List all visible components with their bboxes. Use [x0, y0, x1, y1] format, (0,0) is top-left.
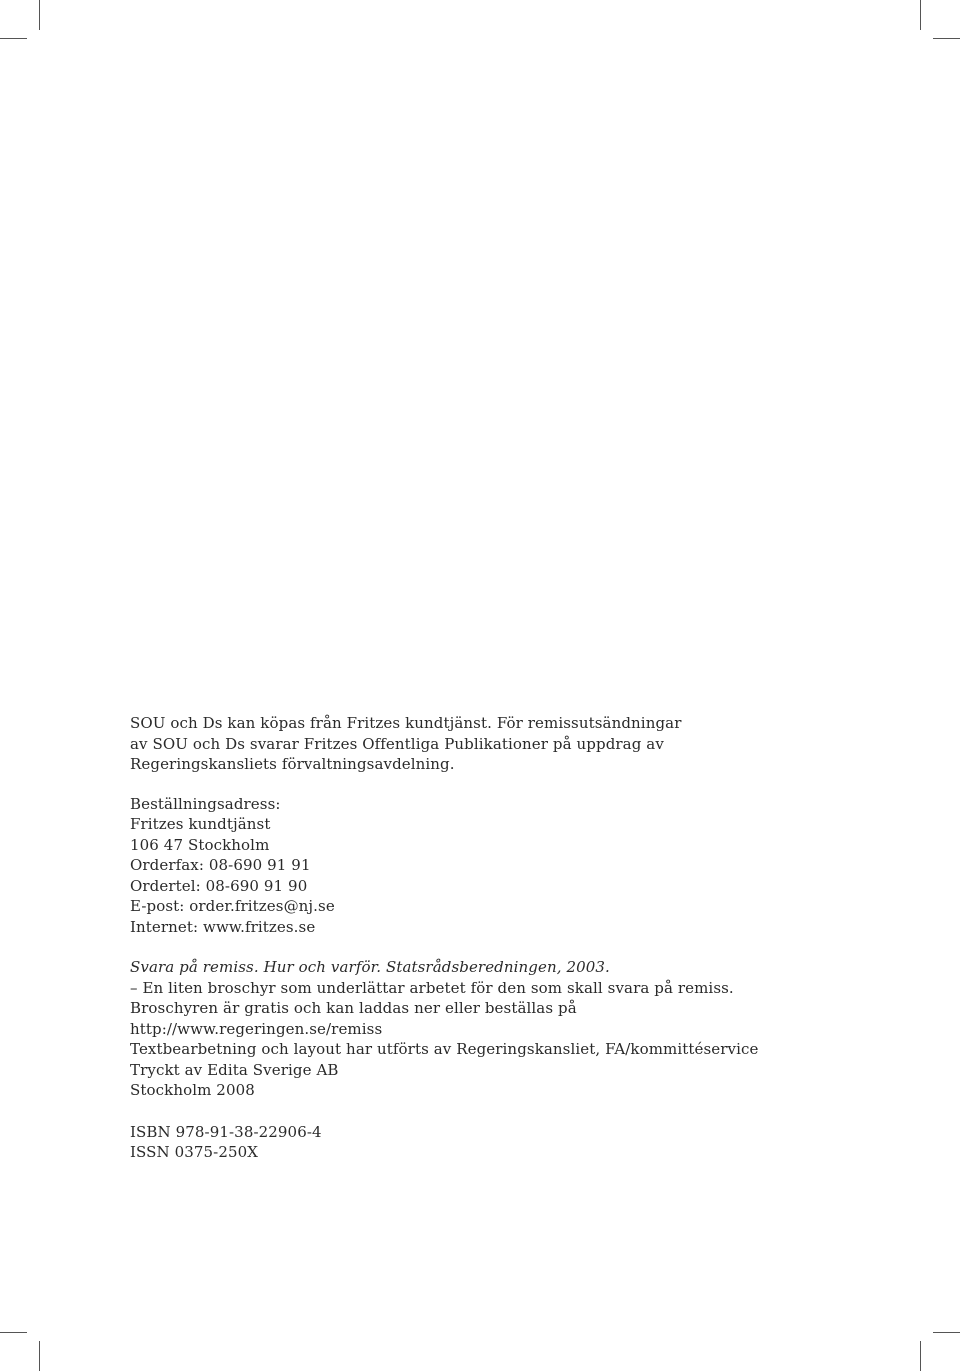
order-tel: Ordertel: 08-690 91 90 — [130, 876, 308, 895]
remiss-info — [130, 957, 830, 1039]
crop-mark-bottom-left-h — [0, 1332, 27, 1333]
crop-mark-top-left — [39, 0, 40, 30]
order-address-postal: 106 47 Stockholm — [130, 835, 270, 854]
remiss-line: – En liten broschyr som underlättar arbetet för den som skall svara på remiss. — [130, 978, 734, 997]
identifiers — [130, 1122, 830, 1163]
place-year: Stockholm 2008 — [130, 1081, 255, 1099]
intro-line: Regeringskansliets förvaltningsavdelning. — [130, 755, 455, 773]
isbn: ISBN 978-91-38-22906-4 — [130, 1122, 322, 1141]
layout-credit: Textbearbetning och layout har utförts av Regeringskansliet, FA/kommittéservice — [130, 1040, 759, 1058]
crop-mark-bottom-right — [920, 1341, 921, 1371]
issn: ISSN 0375-250X — [130, 1143, 259, 1161]
remiss-line: Broschyren är gratis och kan laddas ner eller beställas på — [130, 999, 577, 1017]
intro-paragraph — [130, 713, 830, 775]
order-email: E-post: order.fritzes@nj.se — [130, 897, 335, 915]
crop-mark-top-right-h — [933, 38, 960, 39]
order-website: Internet: www.fritzes.se — [130, 917, 316, 936]
order-fax: Orderfax: 08-690 91 91 — [130, 856, 311, 874]
colophon — [130, 713, 830, 1163]
printer-credit: Tryckt av Edita Sverige AB — [130, 1060, 339, 1079]
order-address-name: Fritzes kundtjänst — [130, 815, 271, 833]
order-address — [130, 794, 830, 938]
order-address-label: Beställningsadress: — [130, 794, 281, 813]
crop-mark-top-left-h — [0, 38, 27, 39]
remiss-url: http://www.regeringen.se/remiss — [130, 1019, 383, 1038]
intro-line: SOU och Ds kan köpas från Fritzes kundtjänst. För remissutsändningar — [130, 714, 682, 732]
crop-mark-bottom-left — [39, 1341, 40, 1371]
remiss-title: Svara på remiss. Hur och varför. Statsrådsberedningen, 2003. — [130, 958, 610, 976]
crop-mark-bottom-right-h — [933, 1332, 960, 1333]
intro-line: av SOU och Ds svarar Fritzes Offentliga Publikationer på uppdrag av — [130, 734, 664, 753]
crop-mark-top-right — [920, 0, 921, 30]
